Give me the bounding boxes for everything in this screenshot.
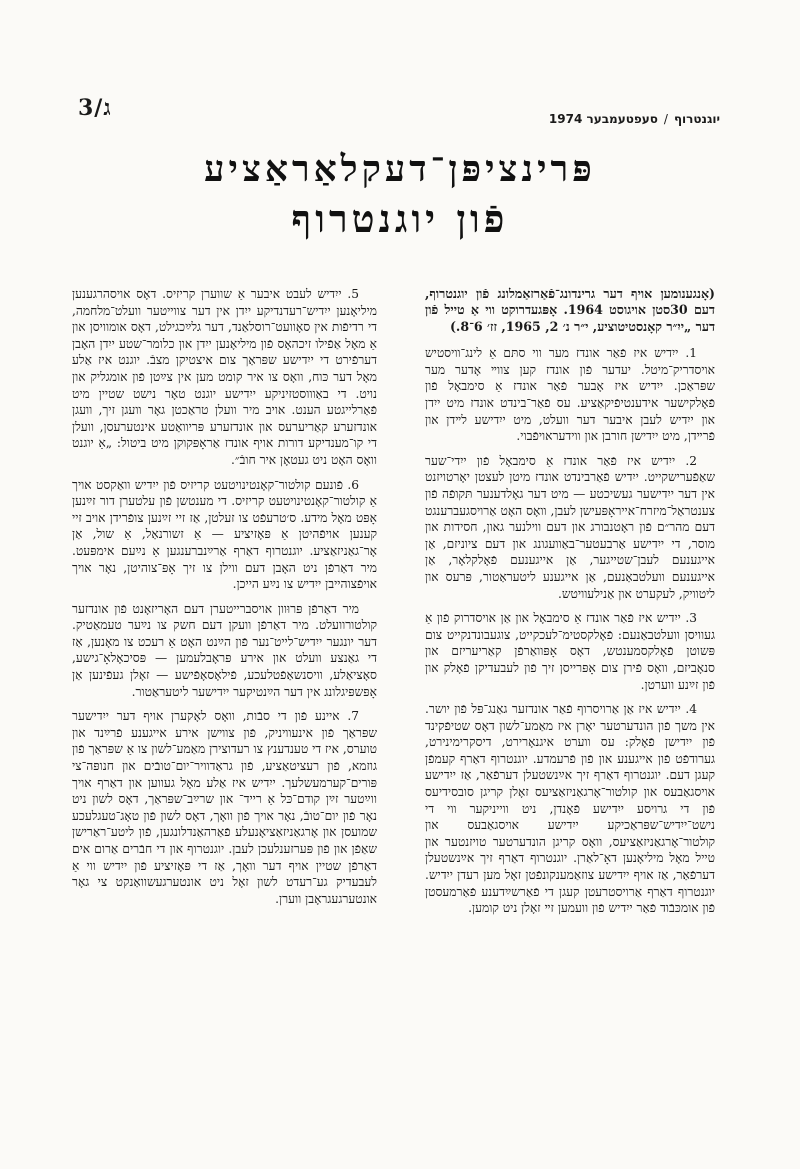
paragraph bbox=[425, 345, 715, 445]
header-publication: יוגנטרוף bbox=[673, 112, 720, 126]
header-separator: / bbox=[663, 112, 668, 126]
right-column bbox=[425, 286, 715, 925]
running-header bbox=[549, 112, 720, 126]
title-line-2: פֿון יוגנטרוף bbox=[291, 196, 509, 241]
title-line-1: פּרינציפּן־דעקלאַראַציע bbox=[204, 148, 596, 190]
paragraph bbox=[425, 453, 715, 602]
paragraph-number: 3. bbox=[685, 611, 698, 626]
paragraph-number: 7. bbox=[347, 709, 359, 724]
header-date: סעפטעמבער 1974 bbox=[548, 112, 658, 126]
paragraph bbox=[425, 701, 715, 917]
paragraph-text: ייִדיש איז פֿאַר אונדז מער ווי סתּם אַ לינג־וויסטיש אויסדריק־מיטל. יעדער פֿון אונדז קען צווײ אָדער מער שפּראַכן. ייִדיש איז אָבער פֿאַר אונדז אַ סימבאָל פֿון פֿאָלקישער אידענטיפֿיקאַציע. עס פֿאַר־בינדט אונדז מיט ייִדן און ייִדיש לעבן איבער דער וועלט, מיט ייִדישע לײדן און פֿרײדן, מיט ייִדישן חורבן און ווידעראויפֿבוי. bbox=[425, 346, 715, 444]
intro-note: (אָנגענומען אויף דער גרינדונג־פֿאַרזאַמלונג פֿון יוגנטרוף, דעם 30סטן אויגוסט 1964. אָפּגעדרוקט ווי אַ טייל פֿון דער „ייִ״ר קאָנסטיטוציע, י״ר נ׳ 2, 1965, זז׳ 6־8.) bbox=[425, 286, 715, 334]
paragraph bbox=[72, 708, 377, 907]
paragraph-text: מיר דאַרפֿן פּרוּוון אויסברייטערן דעם האָריזאָנט פֿון אונדזער קולטורוועלט. מיר דאַרפֿן וועקן דעם חשק צו נײַער טעמאַטיק. דער יונגער ייִדיש־לייט־נער פֿון הײַנט האָט אַ רעכט צו מאָנען, אַז די גאַנצע וועלט און אירע פּראָבלעמען — פּסיכאָלאָ־גישע, סאָציאַלע, וויסנשאַפֿטלעכע, פֿילאָסאָפֿישע — זאָלן געפֿינען אַן אָפּשפּיגלונג אין דער הײַנטיקער ייִדישער ליטעראַטור. bbox=[72, 601, 377, 699]
paragraph bbox=[425, 610, 715, 693]
paragraph bbox=[72, 286, 377, 469]
paragraph-text: איינע פֿון די סבֿות, וואָס לאָקערן אויף דער ייִדישער שפּראַך פֿון אינעוויניק, פֿון צווישן אירע אייגענע פֿרײַנד און טוערס, איז די טענדענץ צו רעדוצירן מאַמע־לשון צו אַ שפּראַך פֿון גוזמא, פֿון רעציטאַציע, פֿון גראַדוויר־יום־טובֿים און חנופּה־צי פּורים־קערמעשלעך. ייִדיש איז אַלע מאָל געווען און דאַרף אויך ווײַטער זײַן קודם־כּל אַ רייד־ און שרײַב־שפּראַך, דאָס לשון ניט נאָר פֿון יום־טובֿ, נאָר אויך פֿון וואָך, דאָס לשון פֿון טאָג־טעגלעכע שמועסן און אָרגאַניזאַציאָנעלע פֿאַרהאַנדלונגען, פֿון ליטע־ראַרישן שאַפֿן און פֿון פּערזענלעכן לעבן. יוגנטרוף און די חבֿרים אַרום אים דאַרפֿן שטיין אויף דער וואָך, אַז די פּאָזיציע פֿון ייִדיש ווי אַ לעבעדיק גע־רעדט לשון זאָל ניט אונטערגעשוואַנקט צי גאָר אונטערגעגראָבן ווערן. bbox=[72, 709, 377, 906]
paragraph-number: 6. bbox=[347, 477, 360, 492]
paragraph-number: 2. bbox=[685, 453, 697, 468]
paragraph-number: 1. bbox=[685, 346, 697, 361]
paragraph-text: ייִדיש איז אַן אַרויסרוף פֿאַר אונדזער גאַנג־פּל פֿון יושר. אין משך פֿון הונדערטער יאָרן איז מאַמע־לשון דאָס שטיפֿקינד פֿון ייִדישן פֿאָלק: עס ווערט איגנאָרירט, דיסקרימינירט, גערודפֿט פֿון אייגענע און פֿון פֿרעמדע. יוגנטרוף דאַרף קעמפֿן קעגן דעם. יוגנטרוף דאַרף זיך אײַנשטעלן דערפֿאַר, אַז ייִדישע אויסגאַבעס און קולטור־אָרגאַניזאַציעס זאָלן קריגן סובסידיעס פֿון די גרויסע ייִדישע פֿאָנדן, ניט ווייניקער ווי די נישט־ייִדיש־שפּראַכיקע ייִדישע אויסגאַבעס און קולטור־אָרגאַניזאַציעס, וואָס קריגן הונדערטער טויזנטער און טייל מאָל מיליאָנען דאָ־לאַרן. יוגנטרוף דאַרף זיך אײַנשטעלן דערפֿאַר, אַז אויף ייִדישע צוזאַמענקונפֿטן זאָל מען רעדן ייִדיש. יוגנטרוף דאַרף אַרויסטרעטן קעגן די פֿאַרשײַדענע פֿאַרמעסטן פֿון אומכּבֿוד פֿאַר ייִדיש פֿון וועמען זײ זאָלן ניט קומען. bbox=[425, 702, 715, 916]
paragraph-text: ייִדיש איז פֿאַר אונדז אַ סימבאָל און אַן אויסדרוק פֿון אַ געוויסן וועלטבאַנעם: פֿאָלקסטימ־לעכקייט, צוגעבונדנקייט צום פּשוטן פֿאָלקסמענטש, דאָס אָפּוואַרפֿן קאַריעריזם און סנאָביזם, וואָס פֿירן צום אָפּרייסן זיך פֿון לעבעדיקן פֿאָלק און פֿון זײַנע ווערטן. bbox=[425, 611, 715, 692]
paragraph-text: ייִדיש לעבט איבער אַ שווערן קריזיס. דאָס אויסהרגענען מיליאָנען ייִדיש־רעדנדיקע ייִדן אין דער צווייטער וועלט־מלחמה, די רדיפֿות אין סאָוועט־רוסלאַנד, דער גלײַכגילט, דאָס אומוויסן און אַ מאָל אַפֿילו זיכהאָס פֿון מיליאָנען ייִדן און כלומר־שטע ייִדן האָבן דערפֿירט די ייִדישע שפּראַך צום איצטיקן מצבֿ. יוגנט איז אַלע מאָל דער כּוח, וואָס צו איר קומט מען אין צײַטן פֿון אומגליק און נויט. די באַוווסטזיניקע ייִדישע יוגנט טאָר נישט שטיין מיט פֿאַרלייגטע הענט. אויב מיר וועלן טראַכטן גאָר וועגן זיך, וועגן אונדזערע קאַריערעס און אונדזערע פּריוואַטע אינטערעסן, וועלן די קו־מענדיקע דורות אויף אונדז אַראָפּקוקן מיט ביטול: „אַ יוגנט וואָס האָט ניט געטאָן איר חובֿ״. bbox=[72, 287, 377, 467]
paragraph-text: פֿונעם קולטור־קאָנטינויטעט קריזיס פֿון ייִדיש וואַקסט אויך אַ קולטור־קאָנטינויטעט קריזיס. די מענטשן פֿון עלטערן דור זײַנען אָפּט מאָל מידע. ס׳טרעפֿט צו זעלטן, אַז זיי זײַנען צופֿרידן אויב זיי קענען אויפֿהיטן אַ פּאָזיציע — אַ זשורנאַל, אַ שול, אַן אָר־גאַניזאַציע. יוגנטרוף דאַרף אַרײַנברענגען אַ נײַעם אימפּעט. מיר דאַרפֿן ניט האָבן דעם ווילן צו זיך אָפּ־צוהיטן, נאָר אויך אויפֿצוהייבן ייִדיש צו נײַע הייכן. bbox=[72, 477, 377, 592]
paragraph-text: ייִדיש איז פֿאַר אונדז אַ סימבאָל פֿון ייִדי־שער שאַפֿערישקייט. ייִדיש פֿאַרבינדט אונדז מיטן לעצטן יאָרטויזנט אין דער ייִדישער געשיכטע — מיט דער גאָלדענער תּקופֿה פֿון צענטראַל־מיזרח־אייראָפּעישן לעבן, וואָס האָט אַרויסגעברענגט דעם מהר״ם פֿון ראָטנבורג און דעם ווילנער גאון, חסידות און מוסר, די ייִדישע אַרבעטער־באַוועגונג און דעם ציוניזם, אַן אייגענעם לעבן־שטייגער, אַן אייגענעם פֿאָלקלאָר, אַן אייגענעם וועלטבאַנעם, אַן אייגענע ליטעראַטור, פּרעס און ליטוויק, לעקערט און אַנילעוויטש. bbox=[425, 453, 715, 601]
left-column bbox=[72, 286, 377, 915]
paragraph-number: 4. bbox=[685, 702, 698, 717]
page-number: 3/ג bbox=[78, 95, 112, 121]
paragraph bbox=[72, 477, 377, 593]
paragraph bbox=[72, 601, 377, 701]
paragraph-number: 5. bbox=[347, 287, 359, 301]
